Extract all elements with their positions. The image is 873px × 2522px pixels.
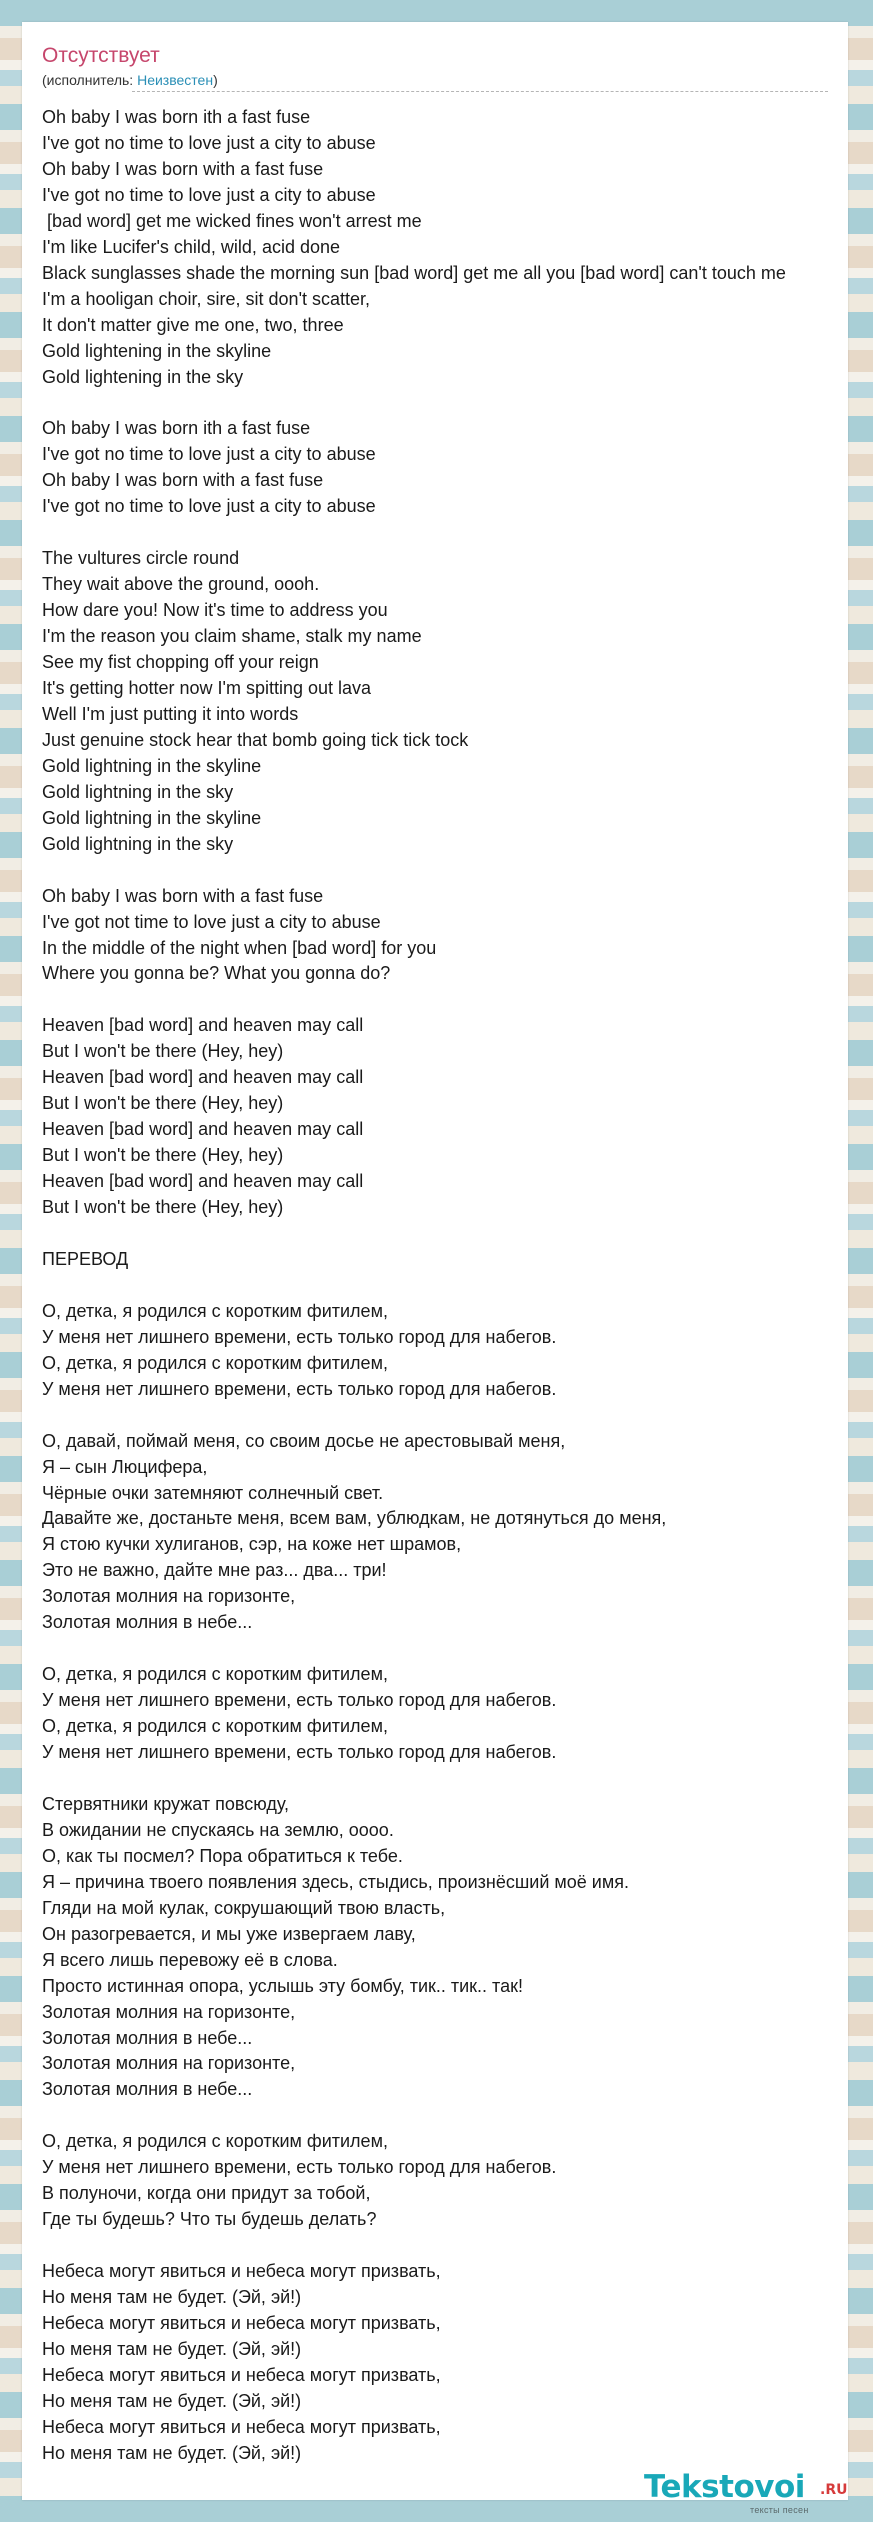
- artist-link[interactable]: Неизвестен: [137, 72, 214, 88]
- logo-subtitle: тексты песен: [750, 2505, 809, 2515]
- logo-tld: .RU: [820, 2482, 848, 2498]
- song-title: Отсутствует: [42, 44, 160, 67]
- logo-main-text: Tekstovoi: [644, 2469, 805, 2505]
- artist-prefix: (исполнитель:: [42, 72, 138, 88]
- title-divider: [132, 91, 828, 92]
- site-logo[interactable]: [644, 2469, 848, 2515]
- artist-line: [42, 72, 218, 88]
- lyrics-text: Oh baby I was born ith a fast fuse I've got no time to love just a city to abuse Oh baby I was born with a fast fuse I've got no time to love just a city to abuse [bad word] get me wicked fines won't arrest me I'm like Lucifer's child, wild, acid done Black sunglasses shade the morning sun [bad word] get me all you [bad word] can't touch me I'm a hooligan choir, sire, sit don't scatter, It don't matter give me one, two, three Gold lightening in the skyline Gold lightening in the sky Oh baby I was born ith a fast fuse I've got no time to love just a city to abuse Oh baby I was born with a fast fuse I've got no time to love just a city to abuse The vultures circle round They wait above the ground, oooh. How dare you! Now it's time to address you I'm the reason you claim shame, stalk my name See my fist chopping off your reign It's getting hotter now I'm spitting out lava Well I'm just putting it into words Just genuine stock hear that bomb going tick tick tock Gold lightning in the skyline Gold lightning in the sky Gold lightning in the skyline Gold lightning in the sky Oh baby I was born with a fast fuse I've got not time to love just a city to abuse In the middle of the night when [bad word] for you Where you gonna be? What you gonna do? Heaven [bad word] and heaven may call But I won't be there (Hey, hey) Heaven [bad word] and heaven may call But I won't be there (Hey, hey) Heaven [bad word] and heaven may call But I won't be there (Hey, hey) Heaven [bad word] and heaven may call But I won't be there (Hey, hey) ПЕРЕВОД О, детка, я родился с коротким фитилем, У меня нет лишнего времени, есть только город для набегов. О, детка, я родился с коротким фитилем, У меня нет лишнего времени, есть только город для набегов. О, давай, поймай меня, со своим досье не арестовывай меня, Я – сын Люцифера, Чёрные очки затемняют солнечный свет. Давайте же, достаньте меня, всем вам, ублюдкам, не дотянуться до меня, Я стою кучки хулиганов, сэр, на коже нет шрамов, Это не важно, дайте мне раз... два... три! Золотая молния на горизонте, Золотая молния в небе... О, детка, я родился с коротким фитилем, У меня нет лишнего времени, есть только город для набегов. О, детка, я родился с коротким фитилем, У меня нет лишнего времени, есть только город для набегов. Стервятники кружат повсюду, В ожидании не спускаясь на землю, оооо. О, как ты посмел? Пора обратиться к тебе. Я – причина твоего появления здесь, стыдись, произнёсший моё имя. Гляди на мой кулак, сокрушающий твою власть, Он разогревается, и мы уже извергаем лаву, Я всего лишь перевожу её в слова. Просто истинная опора, услышь эту бомбу, тик.. тик.. так! Золотая молния на горизонте, Золотая молния в небе... Золотая молния на горизонте, Золотая молния в небе... О, детка, я родился с коротким фитилем, У меня нет лишнего времени, есть только город для набегов. В полуночи, когда они придут за тобой, Где ты будешь? Что ты будешь делать? Небеса могут явиться и небеса могут призвать, Но меня там не будет. (Эй, эй!) Небеса могут явиться и небеса могут призвать, Но меня там не будет. (Эй, эй!) Небеса могут явиться и небеса могут призвать, Но меня там не будет. (Эй, эй!) Небеса могут явиться и небеса могут призвать, Но меня там не будет. (Эй, эй!): [42, 107, 786, 2463]
- lyrics-card: [22, 22, 848, 2515]
- artist-suffix: ): [213, 72, 218, 88]
